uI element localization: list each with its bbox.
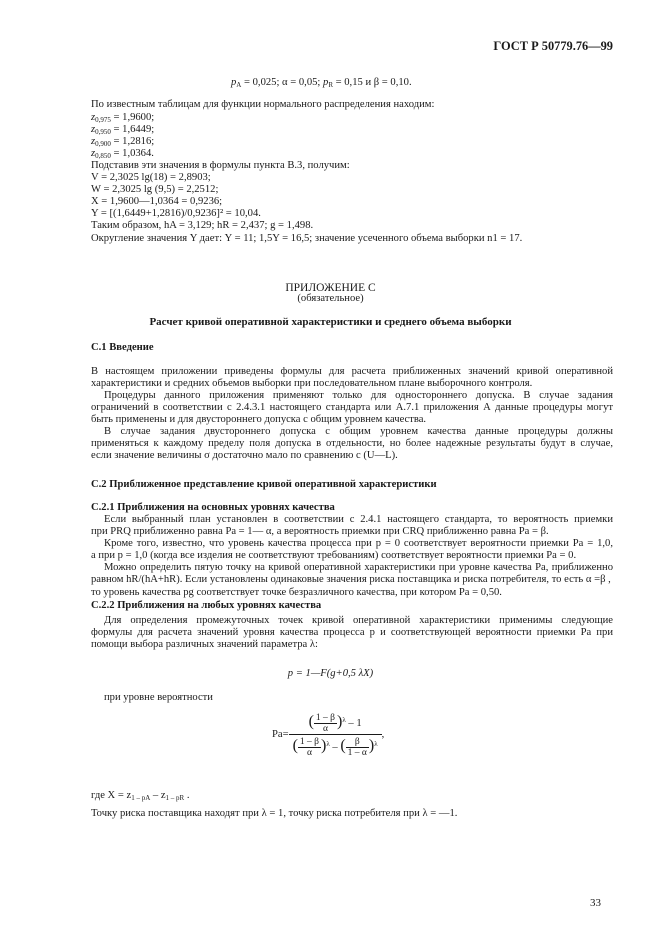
c1-p2-line3: быть применены и для двустороннего допуска с общим уровнем качества. [91,414,427,425]
where-x-line: где $X = z_{1 - pA} - z_{1 - pR}$ . [91,790,190,802]
section-c22-title: С.2.2 Приближения на любых уровнях качества [91,600,322,611]
c22-p1-line3: помощи выбора различных значений параметра λ: [91,639,318,650]
c1-p1-line1: В настоящем приложении приведены формулы для расчета приближенных значений кривой оперативной [91,366,613,377]
c1-p3-line1: В случае задания двустороннего допуска с общим уровнем качества данные процедуры должны [104,426,613,437]
c21-p2-line2: а при p = 1,0 (когда все изделия не соответствуют требованиям) соответствует вероятности приемки Ра = 0. [91,550,577,561]
formula-v: V = 2,3025 lg(18) = 2,8903; [91,172,211,183]
pa-fraction: ( $\frac{1 - \beta}{\alpha}$ )$^\lambda$ – 1 ( $\frac{1 - \beta}{\alpha}$ )$^\lambda$ – ( $\frac{\beta}{1 - \alpha}$ )$^\lambda$ [289,713,382,758]
z-value-4: $z_{0,850} = 1,0364$. [91,148,154,160]
c1-p3-line3: если значение величины σ достаточно мало по сравнению с (U—L). [91,450,398,461]
last-line: Точку риска поставщика находят при λ = 1, точку риска потребителя при λ = —1. [91,808,458,819]
params-line: $p_A = 0,025$; α = 0,05; $p_R = 0,15$ и β = 0,10. [231,77,412,89]
c21-p3-line3: то уровень качества pg соответствует точке безразличного качества, при котором Ра = 0,50. [91,587,502,598]
c1-p3-line2: применяться к каждому пределу поля допуска в отдельности, но более надежные результаты будут в случае, [91,438,613,449]
substitute-text: Подставив эти значения в формулы пункта В.3, получим: [91,160,350,171]
z-value-1: $z_{0,975} = 1,9600$; [91,112,155,124]
document-header: ГОСТ Р 50779.76—99 [493,39,613,53]
appendix-heading: Расчет кривой оперативной характеристики и среднего объема выборки [149,316,512,328]
formula-y: Y = [(1,6449+1,2816)/0,9236]² = 10,04. [91,208,261,219]
at-level-text: при уровне вероятности [104,692,213,703]
page-number: 33 [590,897,601,909]
formula-x: X = 1,9600—1,0364 = 0,9236; [91,196,223,207]
c1-p2-line2: ограничений в соответствии с 2.4.3.1 настоящего стандарта или А.7.1 приложения А данные процедуры могут [91,402,613,413]
z-value-3: $z_{0,900} = 1,2816$; [91,136,155,148]
c22-p1-line2: формулы для расчета значений уровня качества процесса p и соответствующей вероятности приемки Ра при [91,627,613,638]
z-value-2: $z_{0,950} = 1,6449$; [91,124,155,136]
section-c2-title: С.2 Приближенное представление кривой оперативной характеристики [91,479,437,490]
rounding-line: Округление значения Y дает: Y = 11; 1,5Y = 16,5; значение усеченного объема выборки n1 = 17. [91,233,523,244]
thus-line: Таким образом, hA = 3,129; hR = 2,437; g = 1,498. [91,220,314,231]
formula-w: W = 2,3025 lg (9,5) = 2,2512; [91,184,219,195]
found-text: По известным таблицам для функции нормального распределения находим: [91,99,435,110]
formula-p: p = 1—F(g+0,5 λX) [287,668,374,679]
c21-p2-line1: Кроме того, известно, что уровень качества процесса при p = 0 соответствует вероятности приемки Ра = 1,0, [104,538,613,549]
section-c1-title: С.1 Введение [91,342,154,353]
c1-p2-line1: Процедуры данного приложения применяют только для одностороннего допуска. В случае задания [104,390,613,401]
c21-p3-line1: Можно определить пятую точку на кривой оперативной характеристики при уровне качества Ра, приближенно [104,562,613,573]
c22-p1-line1: Для определения промежуточных точек кривой оперативной характеристики применимы следующие [104,615,613,626]
c1-p1-line2: характеристики и средних объемов выборки при последовательном плане выборочного контроля. [91,378,533,389]
section-c21-title: С.2.1 Приближения на основных уровнях качества [91,502,335,513]
c21-p3-line2: равном hR/(hA+hR). Если установлены одинаковые значения риска поставщика и риска потребителя, то есть α =β , [91,574,611,585]
appendix-subtitle: (обязательное) [297,293,364,304]
c21-p1-line1: Если выбранный план установлен в соответствии с 2.4.1 настоящего стандарта, то вероятность приемки [104,514,613,525]
c21-p1-line2: при PRQ приближенно равна Ра = 1— α, а вероятность приемки при CRQ приближенно равна Ра = β. [91,526,549,537]
formula-pa: Ра= ( $\frac{1 - \beta}{\alpha}$ )$^\lambda$ – 1 ( $\frac{1 - \beta}{\alpha}$ )$^\lambda$ – ( $\frac{\beta}{1 - \alpha}$ )$^\lambda$ , [272,712,385,758]
appendix-title: ПРИЛОЖЕНИЕ С [285,282,376,294]
